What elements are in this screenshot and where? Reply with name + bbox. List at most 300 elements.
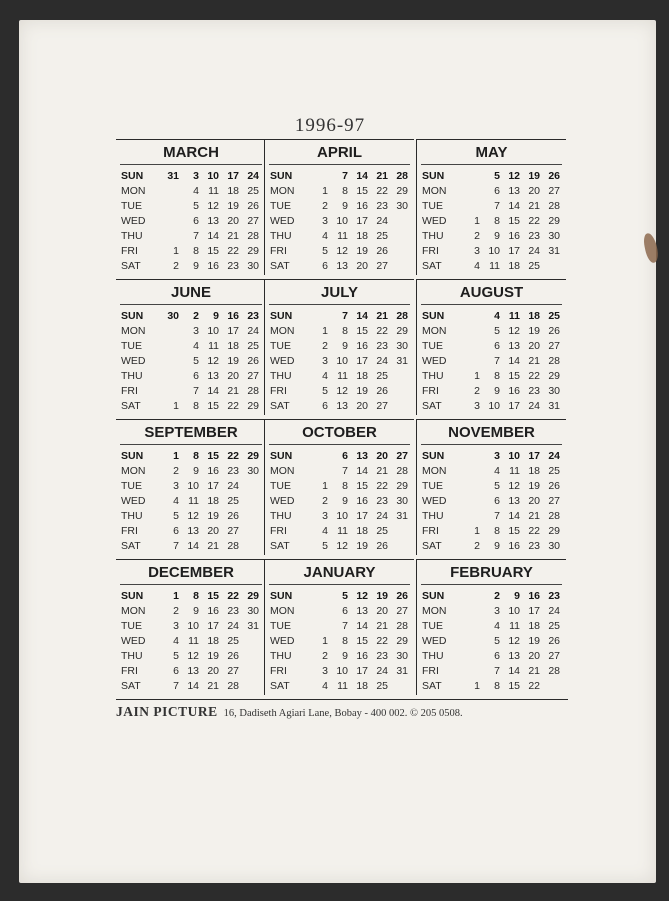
date-cell: 12 xyxy=(336,245,348,257)
day-name: WED xyxy=(422,355,447,367)
date-cell: 29 xyxy=(396,325,408,337)
date-cell: 10 xyxy=(508,605,520,617)
week-day-row xyxy=(121,309,259,324)
date-cell: 11 xyxy=(188,635,199,647)
date-cell: 28 xyxy=(396,620,408,632)
date-cell xyxy=(159,199,179,214)
date-cell: 9 xyxy=(342,650,348,662)
date-cell xyxy=(460,589,480,604)
date-cell: 18 xyxy=(207,495,219,507)
date-cell: 11 xyxy=(337,370,348,382)
day-name: THU xyxy=(121,230,143,242)
date-cell: 23 xyxy=(528,230,540,242)
date-cell xyxy=(460,449,480,464)
date-cell: 7 xyxy=(342,465,348,477)
date-cell: 24 xyxy=(548,450,560,462)
date-cell: 7 xyxy=(494,665,500,677)
date-cell: 12 xyxy=(336,540,348,552)
date-cell: 12 xyxy=(187,650,199,662)
date-cell: 3 xyxy=(193,170,199,182)
publisher-name: JAIN PICTURE xyxy=(116,704,218,719)
date-cell: 30 xyxy=(396,200,408,212)
week-day-row xyxy=(121,354,259,369)
date-cell: 4 xyxy=(494,310,500,322)
date-cell xyxy=(460,324,480,339)
date-cell: 31 xyxy=(548,400,560,412)
date-cell: 25 xyxy=(548,620,560,632)
month-february xyxy=(416,559,566,695)
week-day-row xyxy=(121,449,259,464)
day-name: TUE xyxy=(422,480,443,492)
date-cell: 23 xyxy=(548,590,560,602)
date-cell: 8 xyxy=(342,480,348,492)
date-cell xyxy=(239,649,259,664)
month-november xyxy=(416,419,566,555)
date-cell: 20 xyxy=(376,605,388,617)
month-name: DECEMBER xyxy=(120,560,262,585)
date-cell: 7 xyxy=(494,355,500,367)
date-cell: 16 xyxy=(207,260,219,272)
date-cell: 21 xyxy=(227,230,239,242)
date-cell xyxy=(460,199,480,214)
date-cell: 15 xyxy=(207,450,219,462)
date-cell: 30 xyxy=(548,385,560,397)
date-cell: 25 xyxy=(247,340,259,352)
date-cell: 22 xyxy=(227,450,239,462)
day-name: SAT xyxy=(121,680,141,692)
month-july xyxy=(264,279,414,415)
date-cell: 26 xyxy=(376,385,388,397)
day-name: SUN xyxy=(422,170,445,182)
day-name: THU xyxy=(270,370,292,382)
day-name: THU xyxy=(121,510,143,522)
day-name: MON xyxy=(270,325,295,337)
date-cell xyxy=(239,509,259,524)
date-cell: 20 xyxy=(227,215,239,227)
date-cell: 20 xyxy=(528,340,540,352)
week-day-row xyxy=(270,259,408,274)
date-cell: 22 xyxy=(227,590,239,602)
date-cell: 24 xyxy=(227,620,239,632)
date-cell: 27 xyxy=(227,525,239,537)
date-cell: 2 xyxy=(193,310,199,322)
date-cell: 18 xyxy=(356,230,368,242)
date-cell xyxy=(388,384,408,399)
week-day-row xyxy=(121,169,259,184)
date-cell: 13 xyxy=(508,495,520,507)
date-cell: 1 xyxy=(322,635,328,647)
date-cell: 29 xyxy=(548,370,560,382)
date-cell xyxy=(239,679,259,694)
date-cell: 8 xyxy=(494,525,500,537)
date-cell: 2 xyxy=(322,200,328,212)
date-cell: 30 xyxy=(247,465,259,477)
date-cell xyxy=(159,324,179,339)
date-cell: 31 xyxy=(396,355,408,367)
date-cell: 31 xyxy=(396,510,408,522)
date-cell xyxy=(388,369,408,384)
day-name: SUN xyxy=(121,310,144,322)
date-cell: 1 xyxy=(173,590,179,602)
date-cell: 4 xyxy=(173,495,179,507)
week-day-row xyxy=(270,369,408,384)
week-day-row xyxy=(422,604,560,619)
date-cell: 29 xyxy=(396,480,408,492)
week-day-row xyxy=(270,449,408,464)
week-day-row xyxy=(121,184,259,199)
date-cell: 1 xyxy=(173,400,179,412)
date-cell: 29 xyxy=(247,400,259,412)
date-cell: 16 xyxy=(227,310,239,322)
day-name: SUN xyxy=(422,450,445,462)
date-cell: 11 xyxy=(508,310,520,322)
day-name: SUN xyxy=(270,450,293,462)
date-cell: 16 xyxy=(207,605,219,617)
date-cell: 5 xyxy=(494,480,500,492)
date-cell: 12 xyxy=(207,200,219,212)
days-table xyxy=(422,449,560,554)
day-name: SAT xyxy=(422,540,442,552)
date-cell: 9 xyxy=(342,340,348,352)
week-day-row xyxy=(121,244,259,259)
day-name: TUE xyxy=(121,340,142,352)
date-cell: 4 xyxy=(322,680,328,692)
week-day-row xyxy=(121,324,259,339)
day-name: MON xyxy=(422,325,447,337)
date-cell: 30 xyxy=(247,260,259,272)
week-day-row xyxy=(270,589,408,604)
date-cell: 7 xyxy=(173,540,179,552)
date-cell: 3 xyxy=(474,245,480,257)
week-day-row xyxy=(121,619,259,634)
day-name: TUE xyxy=(121,620,142,632)
date-cell: 1 xyxy=(474,215,480,227)
date-cell: 27 xyxy=(247,370,259,382)
date-cell: 17 xyxy=(356,665,368,677)
date-cell: 25 xyxy=(247,185,259,197)
date-cell: 27 xyxy=(396,450,408,462)
day-name: SUN xyxy=(270,170,293,182)
week-day-row xyxy=(270,679,408,694)
date-cell: 24 xyxy=(528,245,540,257)
week-day-row xyxy=(270,229,408,244)
day-name: WED xyxy=(121,215,146,227)
date-cell: 10 xyxy=(488,400,500,412)
week-day-row xyxy=(121,524,259,539)
date-cell: 14 xyxy=(508,510,520,522)
date-cell: 17 xyxy=(508,245,520,257)
date-cell: 7 xyxy=(342,170,348,182)
date-cell: 15 xyxy=(508,525,520,537)
date-cell: 22 xyxy=(376,325,388,337)
date-cell: 18 xyxy=(356,370,368,382)
date-cell: 21 xyxy=(376,620,388,632)
date-cell: 30 xyxy=(548,230,560,242)
date-cell xyxy=(460,494,480,509)
date-cell: 4 xyxy=(193,185,199,197)
week-day-row xyxy=(121,384,259,399)
week-day-row xyxy=(422,324,560,339)
date-cell: 16 xyxy=(508,385,520,397)
date-cell: 27 xyxy=(247,215,259,227)
date-cell: 10 xyxy=(187,480,199,492)
date-cell: 21 xyxy=(528,355,540,367)
date-cell: 4 xyxy=(322,370,328,382)
week-day-row xyxy=(422,184,560,199)
days-table xyxy=(270,169,408,274)
week-day-row xyxy=(270,339,408,354)
date-cell: 19 xyxy=(227,200,239,212)
month-january xyxy=(264,559,414,695)
week-day-row xyxy=(422,384,560,399)
date-cell: 10 xyxy=(336,355,348,367)
date-cell: 13 xyxy=(187,525,199,537)
month-name: JULY xyxy=(269,280,410,305)
date-cell: 1 xyxy=(322,325,328,337)
day-name: THU xyxy=(270,650,292,662)
date-cell: 8 xyxy=(342,185,348,197)
month-name: SEPTEMBER xyxy=(120,420,262,445)
date-cell: 15 xyxy=(207,245,219,257)
date-cell: 23 xyxy=(528,540,540,552)
date-cell: 16 xyxy=(356,495,368,507)
week-day-row xyxy=(422,339,560,354)
date-cell: 19 xyxy=(528,170,540,182)
date-cell: 22 xyxy=(376,635,388,647)
date-cell: 1 xyxy=(474,525,480,537)
day-name: TUE xyxy=(270,480,291,492)
week-day-row xyxy=(422,199,560,214)
date-cell: 24 xyxy=(548,605,560,617)
week-day-row xyxy=(270,384,408,399)
day-name: SUN xyxy=(121,590,144,602)
date-cell xyxy=(388,679,408,694)
date-cell: 2 xyxy=(173,605,179,617)
date-cell: 7 xyxy=(173,680,179,692)
date-cell: 17 xyxy=(207,480,219,492)
date-cell: 6 xyxy=(494,340,500,352)
date-cell: 7 xyxy=(193,230,199,242)
date-cell xyxy=(159,339,179,354)
date-cell: 25 xyxy=(548,310,560,322)
date-cell: 6 xyxy=(342,450,348,462)
date-cell: 9 xyxy=(193,260,199,272)
date-cell: 5 xyxy=(494,170,500,182)
date-cell: 1 xyxy=(173,450,179,462)
date-cell: 27 xyxy=(376,260,388,272)
month-october xyxy=(264,419,414,555)
day-name: SAT xyxy=(422,260,442,272)
date-cell: 12 xyxy=(508,170,520,182)
week-day-row xyxy=(270,324,408,339)
date-cell: 2 xyxy=(474,230,480,242)
date-cell: 16 xyxy=(207,465,219,477)
date-cell: 10 xyxy=(207,325,219,337)
date-cell: 15 xyxy=(207,590,219,602)
week-day-row xyxy=(121,229,259,244)
day-name: WED xyxy=(121,635,146,647)
date-cell: 11 xyxy=(337,230,348,242)
day-name: THU xyxy=(270,230,292,242)
date-cell: 22 xyxy=(227,245,239,257)
date-cell: 24 xyxy=(376,215,388,227)
date-cell: 17 xyxy=(528,450,540,462)
date-cell: 7 xyxy=(494,510,500,522)
date-cell: 24 xyxy=(376,510,388,522)
month-name: JANUARY xyxy=(269,560,410,585)
day-name: THU xyxy=(121,650,143,662)
date-cell: 29 xyxy=(548,525,560,537)
day-name: SUN xyxy=(422,310,445,322)
day-name: FRI xyxy=(422,385,439,397)
week-day-row xyxy=(422,589,560,604)
date-cell: 29 xyxy=(247,245,259,257)
days-table xyxy=(121,169,259,274)
date-cell: 6 xyxy=(173,525,179,537)
date-cell: 18 xyxy=(227,185,239,197)
publisher-footer xyxy=(116,703,576,721)
week-day-row xyxy=(121,369,259,384)
date-cell: 6 xyxy=(494,495,500,507)
date-cell: 23 xyxy=(528,385,540,397)
week-day-row xyxy=(270,604,408,619)
date-cell: 1 xyxy=(322,185,328,197)
date-cell: 2 xyxy=(494,590,500,602)
date-cell: 28 xyxy=(548,665,560,677)
date-cell: 1 xyxy=(474,680,480,692)
day-name: FRI xyxy=(270,665,287,677)
year-title: 1996-97 xyxy=(294,115,366,136)
week-day-row xyxy=(270,509,408,524)
date-cell: 3 xyxy=(494,605,500,617)
date-cell: 13 xyxy=(336,260,348,272)
date-cell: 8 xyxy=(193,590,199,602)
date-cell: 21 xyxy=(207,680,219,692)
date-cell: 26 xyxy=(247,355,259,367)
date-cell: 19 xyxy=(207,510,219,522)
date-cell: 4 xyxy=(322,525,328,537)
day-name: FRI xyxy=(121,525,138,537)
date-cell: 28 xyxy=(548,510,560,522)
week-day-row xyxy=(121,494,259,509)
month-name: FEBRUARY xyxy=(421,560,562,585)
date-cell xyxy=(388,259,408,274)
date-cell: 8 xyxy=(494,215,500,227)
date-cell: 26 xyxy=(548,170,560,182)
date-cell: 22 xyxy=(528,215,540,227)
date-cell: 18 xyxy=(227,340,239,352)
date-cell: 26 xyxy=(548,480,560,492)
date-cell: 6 xyxy=(193,215,199,227)
week-day-row xyxy=(121,634,259,649)
date-cell: 26 xyxy=(376,540,388,552)
date-cell: 28 xyxy=(396,310,408,322)
day-name: TUE xyxy=(270,340,291,352)
date-cell: 13 xyxy=(508,340,520,352)
date-cell: 1 xyxy=(474,370,480,382)
date-cell xyxy=(239,664,259,679)
day-name: FRI xyxy=(270,385,287,397)
date-cell: 14 xyxy=(508,665,520,677)
date-cell xyxy=(308,589,328,604)
date-cell: 12 xyxy=(508,635,520,647)
week-day-row xyxy=(270,169,408,184)
date-cell: 17 xyxy=(227,325,239,337)
day-name: THU xyxy=(422,650,444,662)
day-name: FRI xyxy=(270,525,287,537)
week-day-row xyxy=(270,479,408,494)
date-cell: 10 xyxy=(207,170,219,182)
day-name: FRI xyxy=(270,245,287,257)
date-cell: 11 xyxy=(337,525,348,537)
date-cell: 5 xyxy=(173,650,179,662)
date-cell: 10 xyxy=(488,245,500,257)
week-day-row xyxy=(270,619,408,634)
date-cell: 9 xyxy=(494,540,500,552)
day-name: SAT xyxy=(121,400,141,412)
date-cell: 11 xyxy=(208,185,219,197)
date-cell: 24 xyxy=(227,480,239,492)
date-cell xyxy=(460,509,480,524)
date-cell xyxy=(460,184,480,199)
week-day-row xyxy=(270,199,408,214)
day-name: MON xyxy=(422,605,447,617)
days-table xyxy=(270,449,408,554)
day-name: SAT xyxy=(121,540,141,552)
date-cell: 18 xyxy=(528,465,540,477)
date-cell: 22 xyxy=(376,185,388,197)
date-cell xyxy=(239,494,259,509)
week-day-row xyxy=(121,604,259,619)
date-cell: 27 xyxy=(227,665,239,677)
day-name: MON xyxy=(270,465,295,477)
date-cell: 5 xyxy=(193,355,199,367)
date-cell: 30 xyxy=(396,340,408,352)
date-cell: 5 xyxy=(494,325,500,337)
date-cell: 8 xyxy=(342,635,348,647)
date-cell: 22 xyxy=(528,525,540,537)
date-cell: 9 xyxy=(193,465,199,477)
date-cell: 23 xyxy=(227,465,239,477)
week-day-row xyxy=(422,664,560,679)
date-cell xyxy=(460,664,480,679)
date-cell xyxy=(460,634,480,649)
date-cell xyxy=(460,464,480,479)
day-name: MON xyxy=(121,605,146,617)
day-name: SAT xyxy=(270,260,290,272)
date-cell: 23 xyxy=(227,605,239,617)
date-cell: 12 xyxy=(336,385,348,397)
date-cell: 3 xyxy=(322,665,328,677)
date-cell: 28 xyxy=(396,170,408,182)
date-cell: 26 xyxy=(227,650,239,662)
date-cell: 5 xyxy=(173,510,179,522)
days-table xyxy=(270,589,408,694)
days-table xyxy=(121,309,259,414)
day-name: TUE xyxy=(270,620,291,632)
week-day-row xyxy=(422,214,560,229)
day-name: WED xyxy=(270,215,295,227)
date-cell xyxy=(239,634,259,649)
date-cell: 14 xyxy=(356,310,368,322)
date-cell: 28 xyxy=(227,540,239,552)
day-name: SUN xyxy=(121,450,144,462)
week-day-row xyxy=(422,449,560,464)
date-cell: 2 xyxy=(173,260,179,272)
date-cell: 7 xyxy=(342,620,348,632)
date-cell: 2 xyxy=(474,385,480,397)
date-cell: 30 xyxy=(247,605,259,617)
